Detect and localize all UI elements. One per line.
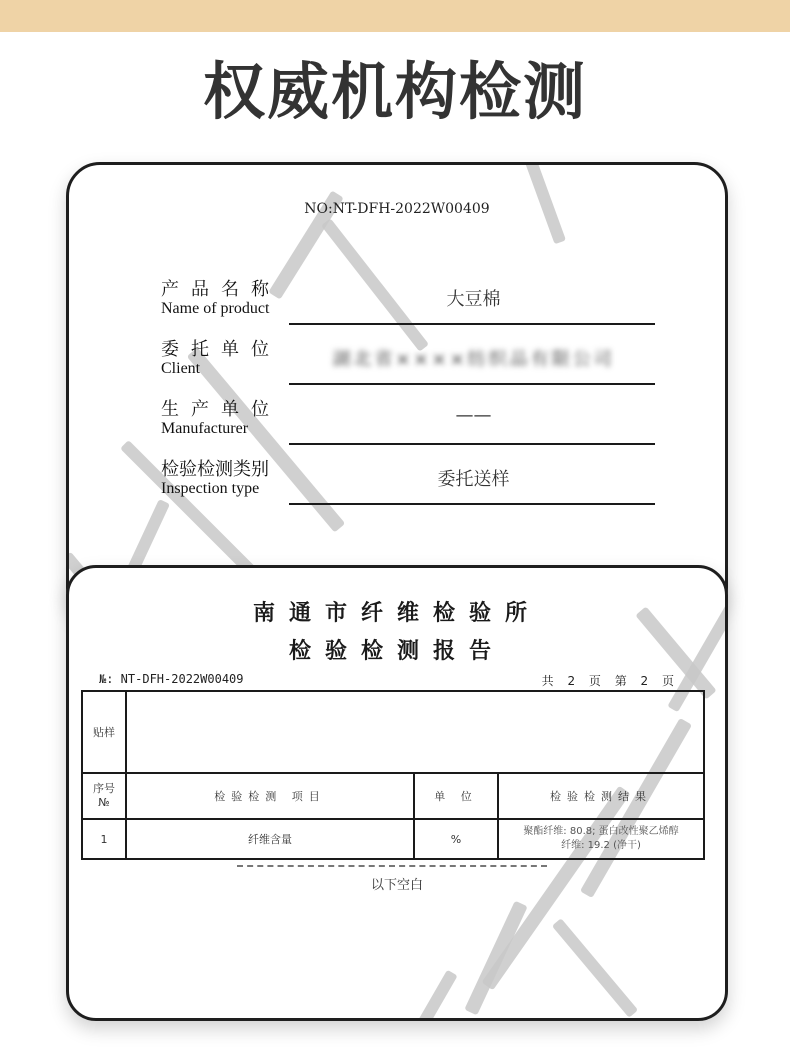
underline [289, 443, 655, 445]
top-accent-band [0, 0, 790, 32]
header-unit: 单 位 [414, 773, 498, 819]
cell-item: 纤维含量 [126, 819, 414, 859]
label-client-cn: 委托单位 [161, 339, 281, 360]
result-line-2: 纤维: 19.2 (净干) [561, 840, 641, 851]
value-client-blurred: 湖北省××××纺织品有限公司 [332, 349, 615, 370]
underline [289, 323, 655, 325]
sample-area [126, 691, 704, 773]
cell-unit: % [414, 819, 498, 859]
watermark-stroke [412, 970, 457, 1021]
report-title: 检验检测报告 [288, 639, 505, 664]
cell-result [498, 819, 704, 859]
field-client [161, 335, 661, 395]
header-index [82, 773, 126, 819]
report-cover-card [66, 162, 728, 622]
table-header-row [82, 773, 704, 819]
report-results-card [66, 565, 728, 1021]
header-index-label: 序号 [93, 782, 115, 795]
blank-below-note: 以下空白 [370, 878, 423, 893]
cell-index: 1 [82, 819, 126, 859]
label-manufacturer-cn: 生产单位 [161, 399, 281, 420]
page-headline: 权威机构检测 [202, 55, 587, 128]
report-number: №: NT-DFH-2022W00409 [99, 672, 244, 686]
label-inspection-type-cn: 检验检测类别 [161, 459, 269, 480]
end-separator [237, 865, 547, 867]
watermark-stroke [464, 901, 527, 1016]
page-indicator: 共 2 页 第 2 页 [541, 674, 679, 688]
watermark-stroke [552, 918, 638, 1018]
label-inspection-type-en: Inspection type [161, 480, 260, 497]
label-product-name-cn: 产品名称 [161, 279, 281, 300]
results-table [81, 690, 705, 860]
label-client-en: Client [161, 360, 201, 377]
sample-row [82, 691, 704, 773]
header-item: 检验检测 项目 [126, 773, 414, 819]
value-product-name: 大豆棉 [446, 289, 501, 310]
field-product-name [161, 275, 661, 335]
underline [289, 383, 655, 385]
result-line-1: 聚酯纤维: 80.8; 蛋白改性聚乙烯醇 [523, 826, 679, 837]
value-manufacturer: —— [455, 405, 492, 426]
header-index-sub: № [98, 796, 110, 809]
header-result: 检验检测结果 [498, 773, 704, 819]
label-product-name-en: Name of product [161, 300, 270, 317]
document-number: NO:NT-DFH-2022W00409 [304, 201, 490, 217]
field-manufacturer [161, 395, 661, 455]
field-inspection-type [161, 455, 661, 515]
underline [289, 503, 655, 505]
table-row [82, 819, 704, 859]
institute-name: 南通市纤维检验所 [252, 601, 541, 626]
label-manufacturer-en: Manufacturer [161, 420, 249, 437]
sample-label: 贴样 [82, 691, 126, 773]
value-inspection-type: 委托送样 [437, 469, 510, 490]
